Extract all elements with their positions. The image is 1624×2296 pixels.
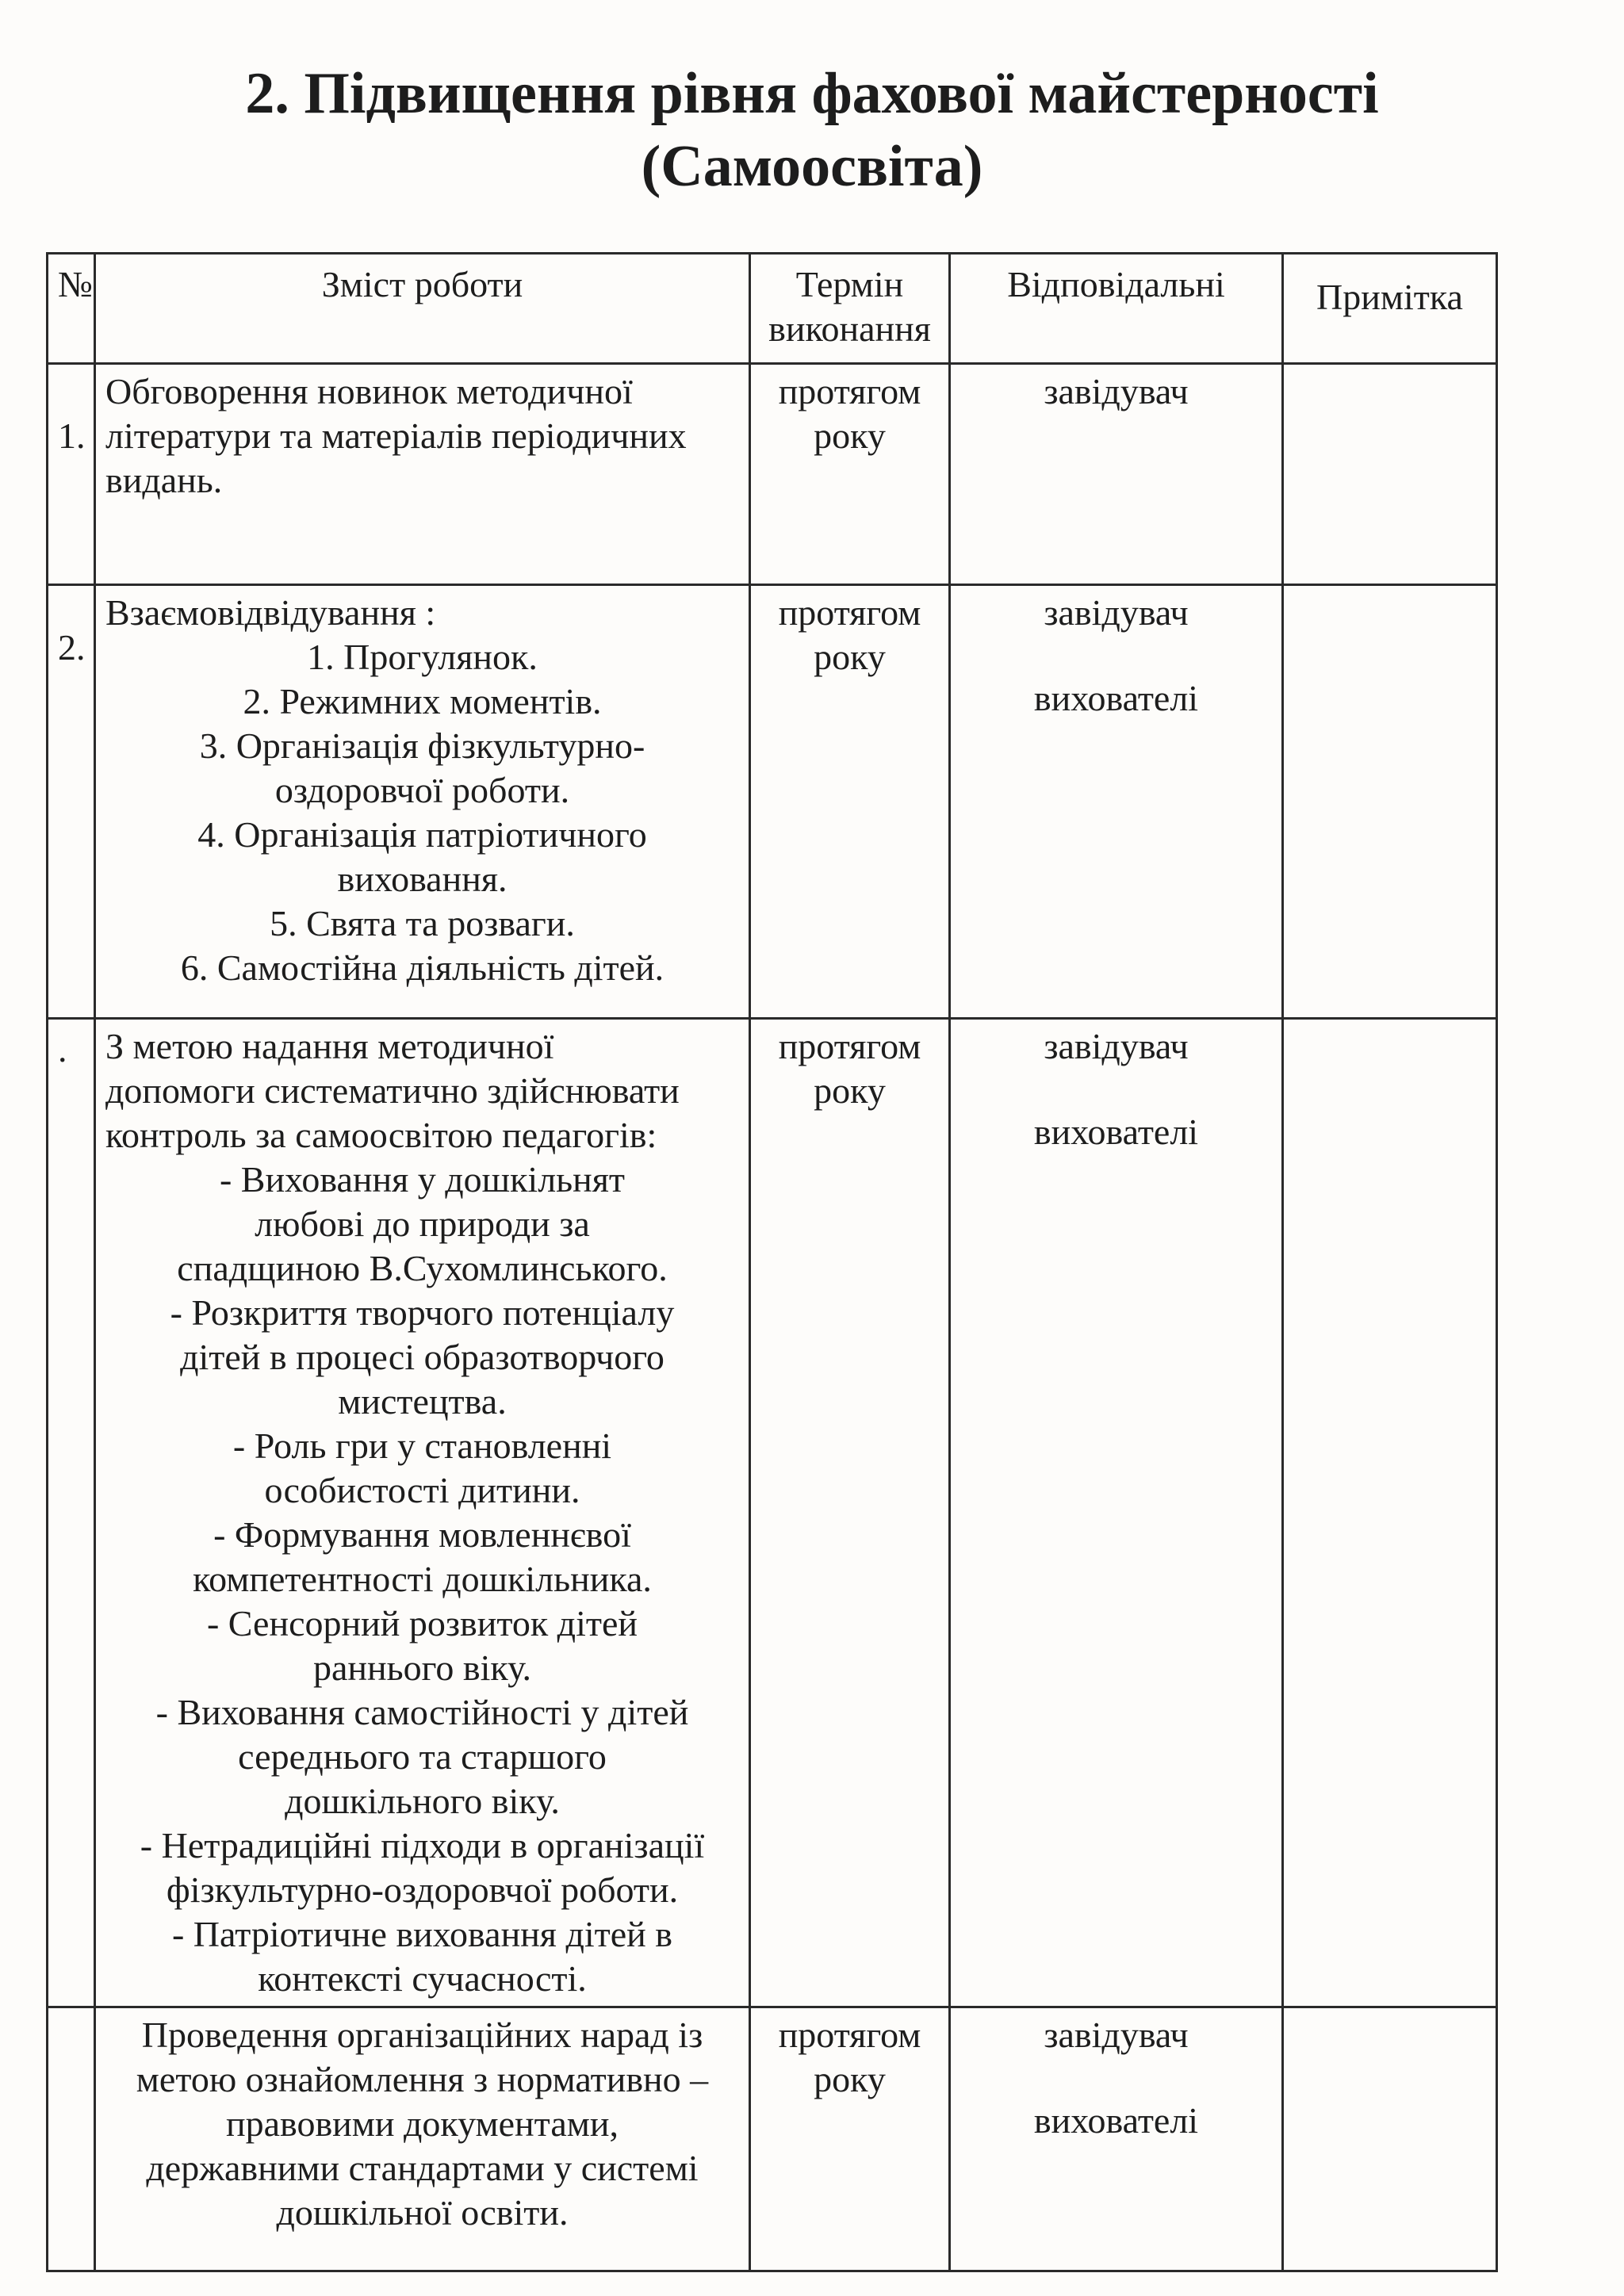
row-content bbox=[95, 1019, 750, 2007]
header-responsible: Відповідальні bbox=[950, 254, 1283, 364]
table-row bbox=[48, 364, 1497, 585]
term-line: протягом bbox=[778, 592, 921, 633]
table-row bbox=[48, 2007, 1497, 2271]
responsible-line: завідувач bbox=[1044, 1026, 1189, 1066]
content-item: особистості дитини. bbox=[264, 1470, 580, 1510]
content-item: виховання. bbox=[337, 859, 508, 899]
responsible-line: завідувач bbox=[1044, 592, 1189, 633]
content-line: правовими документами, bbox=[226, 2103, 619, 2144]
row-number bbox=[48, 2007, 95, 2271]
row-note bbox=[1283, 585, 1497, 1019]
content-item: - Виховання самостійності у дітей bbox=[155, 1692, 689, 1732]
title-line-1: 2. Підвищення рівня фахової майстерності bbox=[245, 61, 1379, 126]
row-responsible bbox=[950, 585, 1283, 1019]
header-term-line-1: Термін bbox=[795, 264, 904, 304]
row-term bbox=[750, 1019, 950, 2007]
header-content: Зміст роботи bbox=[95, 254, 750, 364]
content-item: - Сенсорний розвиток дітей bbox=[206, 1603, 638, 1644]
content-item: фізкультурно-оздоровчої роботи. bbox=[166, 1869, 679, 1910]
row-responsible bbox=[950, 1019, 1283, 2007]
content-item: 2. Режимних моментів. bbox=[243, 681, 602, 721]
content-item: любові до природи за bbox=[255, 1203, 590, 1244]
content-item: раннього віку. bbox=[313, 1647, 531, 1688]
content-line: метою ознайомлення з нормативно – bbox=[136, 2059, 709, 2099]
row-note bbox=[1283, 364, 1497, 585]
row-content bbox=[95, 2007, 750, 2271]
header-no: № bbox=[48, 254, 95, 364]
content-item: - Формування мовленнєвої bbox=[213, 1514, 631, 1555]
content-item: спадщиною В.Сухомлинського. bbox=[177, 1248, 668, 1288]
content-item: середнього та старшого bbox=[238, 1736, 607, 1777]
title-line-2: (Самоосвіта) bbox=[641, 134, 983, 199]
content-item: - Патріотичне виховання дітей в bbox=[171, 1914, 673, 1954]
content-line: Обговорення новинок методичної bbox=[105, 371, 633, 411]
table-header-row bbox=[48, 254, 1497, 364]
content-item: мистецтва. bbox=[338, 1381, 507, 1422]
content-item: 4. Організація патріотичного bbox=[197, 814, 647, 855]
row-content bbox=[95, 585, 750, 1019]
header-note: Примітка bbox=[1283, 254, 1497, 364]
responsible-line: вихователі bbox=[1033, 678, 1199, 718]
row-number: . bbox=[48, 1019, 95, 2007]
content-item: 1. Прогулянок. bbox=[307, 637, 538, 677]
content-intro: допомоги систематично здійснювати bbox=[105, 1070, 680, 1111]
responsible-line: вихователі bbox=[1033, 1112, 1199, 1152]
term-line: року bbox=[814, 637, 886, 677]
content-item: - Розкриття творчого потенціалу bbox=[170, 1292, 675, 1333]
content-line: державними стандартами у системі bbox=[146, 2148, 699, 2188]
term-line: протягом bbox=[778, 371, 921, 411]
row-number: 2. bbox=[48, 585, 95, 1019]
content-intro: З метою надання методичної bbox=[105, 1026, 554, 1066]
content-item: - Виховання у дошкільнят bbox=[219, 1159, 626, 1200]
term-line: року bbox=[814, 2059, 886, 2099]
row-responsible bbox=[950, 364, 1283, 585]
header-term bbox=[750, 254, 950, 364]
table-row bbox=[48, 585, 1497, 1019]
content-item: 5. Свята та розваги. bbox=[270, 903, 575, 943]
content-line: видань. bbox=[105, 460, 223, 500]
content-intro: Взаємовідвідування : bbox=[105, 592, 436, 633]
content-intro: контроль за самоосвітою педагогів: bbox=[105, 1115, 657, 1155]
responsible-line: вихователі bbox=[1033, 2100, 1199, 2141]
content-item: оздоровчої роботи. bbox=[274, 770, 570, 810]
content-line: дошкільної освіти. bbox=[276, 2192, 569, 2233]
content-item: 3. Організація фізкультурно- bbox=[199, 725, 645, 766]
term-line: року bbox=[814, 415, 886, 456]
content-line: Проведення організаційних нарад із bbox=[141, 2015, 703, 2055]
table-row bbox=[48, 1019, 1497, 2007]
content-item: дошкільного віку. bbox=[285, 1781, 560, 1821]
row-number: 1. bbox=[48, 364, 95, 585]
row-content bbox=[95, 364, 750, 585]
row-note bbox=[1283, 2007, 1497, 2271]
plan-table bbox=[46, 252, 1498, 2272]
content-item: - Роль гри у становленні bbox=[232, 1425, 612, 1466]
term-line: протягом bbox=[778, 2015, 921, 2055]
content-item: - Нетрадиційні підходи в організації bbox=[140, 1825, 705, 1866]
responsible-line: завідувач bbox=[1044, 2015, 1189, 2055]
row-term bbox=[750, 364, 950, 585]
content-item: дітей в процесі образотворчого bbox=[180, 1337, 665, 1377]
row-term bbox=[750, 585, 950, 1019]
content-line: літератури та матеріалів періодичних bbox=[105, 415, 687, 456]
header-term-line-2: виконання bbox=[768, 308, 931, 349]
term-line: року bbox=[814, 1070, 886, 1111]
responsible-line: завідувач bbox=[1044, 371, 1189, 411]
content-item: 6. Самостійна діяльність дітей. bbox=[180, 947, 665, 988]
row-note bbox=[1283, 1019, 1497, 2007]
content-item: компетентності дошкільника. bbox=[193, 1559, 652, 1599]
page-title bbox=[0, 57, 1624, 203]
row-responsible bbox=[950, 2007, 1283, 2271]
row-term bbox=[750, 2007, 950, 2271]
term-line: протягом bbox=[778, 1026, 921, 1066]
content-item: контексті сучасності. bbox=[258, 1958, 587, 1999]
